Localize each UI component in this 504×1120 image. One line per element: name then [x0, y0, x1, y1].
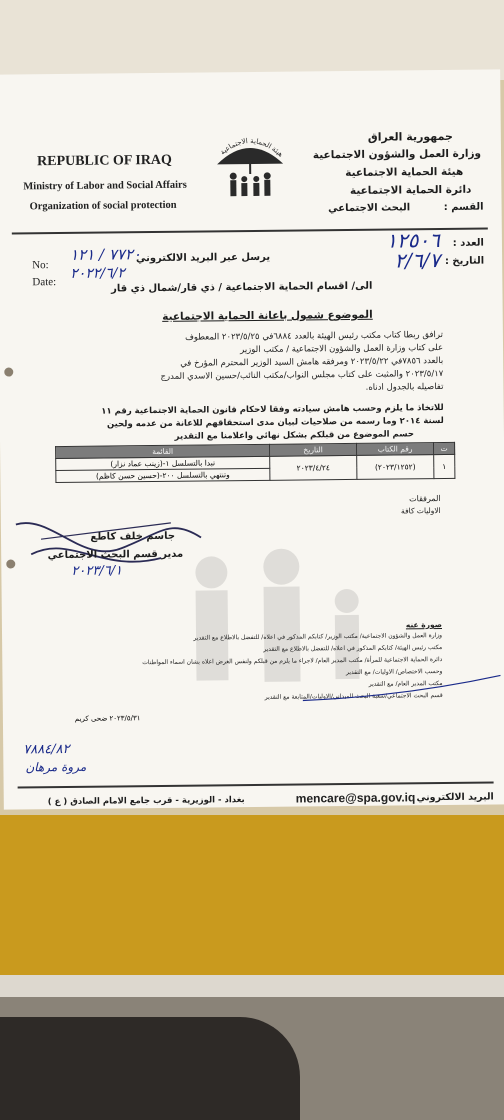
table-cell: ١: [434, 454, 455, 478]
footer-address: بغداد - الوزيرية - قرب جامع الامام الصادق ( ع ): [47, 795, 245, 808]
background-top: [0, 0, 504, 80]
body-line: للاتخاذ ما يلزم وحسب هامش سيادته وفقا لاحكام قانون الحماية الاجتماعية رقم ١١: [101, 402, 444, 417]
desk-edge: [0, 975, 504, 997]
table-cell: تبدا بالتسلسل ١-(زينب عماد نزار): [56, 456, 270, 470]
floor: [0, 997, 504, 1120]
table-cell: وتنتهي بالتسلسل ٢٠٠-(حسين حسن كاظم): [56, 468, 270, 482]
en-ministry: Ministry of Labor and Social Affairs: [23, 179, 187, 193]
signature-date: ٢٠٢٣/٦/١: [71, 563, 123, 579]
footer-email-label: البريد الالكتروني: [416, 791, 494, 804]
logo-emblem-icon: [205, 134, 296, 215]
body-line: ٢٠٢٣/٥/١٧ والمثبت على كتاب مجلس النواب/مكتب النائب/حسين الاسدي المدرج: [160, 368, 444, 382]
copy-line: قسم البحث الاجتماعي/شعبة البحث الميداني/الاوليات/المتابعة مع التقدير: [264, 692, 443, 701]
table-header-cell: القائمة: [56, 444, 270, 458]
desk-surface: [0, 815, 504, 985]
email-note: يرسل عبر البريد الالكتروني: [135, 251, 271, 265]
table-cell: ٢٠٢٣/٤/٢٤: [270, 455, 357, 480]
body-line: على كتاب وزارة العمل والشؤون الاجتماعية / مكتب الوزير: [240, 342, 444, 356]
ar-ministry: وزارة العمل والشؤون الاجتماعية: [312, 147, 482, 162]
date-value: ٢٠٢٢/٦/٢: [70, 265, 125, 282]
table-header-cell: رقم الكتاب: [357, 443, 434, 456]
body-line: ترافق ربطا كتاب مكتب رئيس الهيئة بالعدد ٦٨٨٤في ٢٠٢٣/٥/٢٥ المعطوف: [185, 329, 443, 343]
ar-section: [328, 202, 484, 215]
footer-divider: [18, 781, 494, 788]
ar-authority: هيئة الحماية الاجتماعية: [345, 165, 464, 180]
date-label: Date:: [32, 276, 57, 289]
shadow: [0, 1017, 300, 1120]
reference-table: [55, 442, 455, 483]
organization-logo: [205, 134, 296, 215]
en-org: Organization of social protection: [29, 199, 177, 213]
ar-directorate: دائرة الحماية الاجتماعية: [349, 183, 472, 197]
ar-republic: جمهورية العراق: [367, 129, 453, 144]
body-line: حسم الموضوع من قبلكم بشكل نهائي واعلامنا مع التقدير: [174, 429, 415, 442]
ar-number-value: ١٢٥٠٦: [386, 228, 441, 253]
ar-date-label: التاريخ :: [444, 255, 485, 267]
copy-line: وزارة العمل والشؤون الاجتماعية/ مكتب الوزير/ كتابكم المذكور في اعلاه/ للتفضل بالاطلاع مع التقدير: [193, 632, 443, 642]
ar-section-value: البحث الاجتماعي: [328, 202, 411, 215]
copy-line: مكتب المدير العام/ مع التقدير: [368, 680, 443, 688]
ar-section-label: القسم :: [443, 201, 484, 213]
handnote-line2: مروة مرهان: [25, 759, 87, 775]
no-value: ٧٧٢٠ / ١٢١: [69, 245, 142, 264]
table-header-cell: التاريخ: [270, 443, 357, 456]
copy-line: دائرة الحماية الاجتماعية للمرأة/ مكتب المدير العام/ لاجراء ما يلزم من قبلكم ولنفس الغرض اعلاه بشان اسماء المواطنات: [142, 656, 443, 667]
attachments-label: المرفقات: [409, 494, 441, 504]
body-line: تفاصيله بالجدول ادناه.: [365, 381, 444, 393]
signer-title: مدير قسم البحث الاجتماعي: [47, 548, 184, 562]
copies-ref: ٢٠٢٣/٥/٣١ ضحى كريم: [74, 714, 141, 723]
document-page: [0, 69, 504, 809]
handnote-line1: ٧٨٨٤/٨٢: [23, 741, 70, 758]
en-title: REPUBLIC OF IRAQ: [37, 152, 172, 170]
attachments-value: الاوليات كافة: [400, 506, 441, 516]
to-line: الى/ اقسام الحماية الاجتماعية / ذي قار/شمال ذي قار: [111, 280, 373, 295]
body-line: لسنة ٢٠١٤ وما رسمه من صلاحيات لبيان مدى استحقاقهم للاعانة من عدمه ولحين: [106, 415, 444, 430]
subject-line: الموضوع شمول باعانة الحماية الاجتماعية: [162, 308, 373, 323]
ar-number-label: العدد :: [452, 237, 485, 249]
body-line: بالعدد ٧٨٥٦في ٢٠٢٣/٥/٢٢ ومرفقه هامش السيد الوزير المحترم المؤرخ في: [180, 355, 444, 369]
no-label: No:: [32, 259, 49, 272]
copy-line: وحسب الاختصاص/ الاوليات/ مع التقدير: [346, 668, 443, 677]
copy-scribble-icon: [302, 673, 502, 705]
footer-email: mencare@spa.gov.iq: [295, 790, 416, 806]
punch-hole: [4, 367, 13, 376]
signer-name: جاسم خلف كاطع: [90, 530, 176, 543]
copy-line: مكتب رئيس الهيئة/ كتابكم المذكور في اعلاه/ للتفضل بالاطلاع مع التقدير: [263, 644, 443, 653]
logo-arc-text: هيئة الحماية الاجتماعية: [218, 136, 285, 159]
table-header-cell: ت: [434, 442, 455, 454]
ar-date-value: ٢/٦/٧: [394, 248, 441, 273]
table-cell: (٢٠٢٣/١٢٥٢): [357, 455, 434, 480]
copies-title: صورة عنه: [405, 620, 442, 630]
